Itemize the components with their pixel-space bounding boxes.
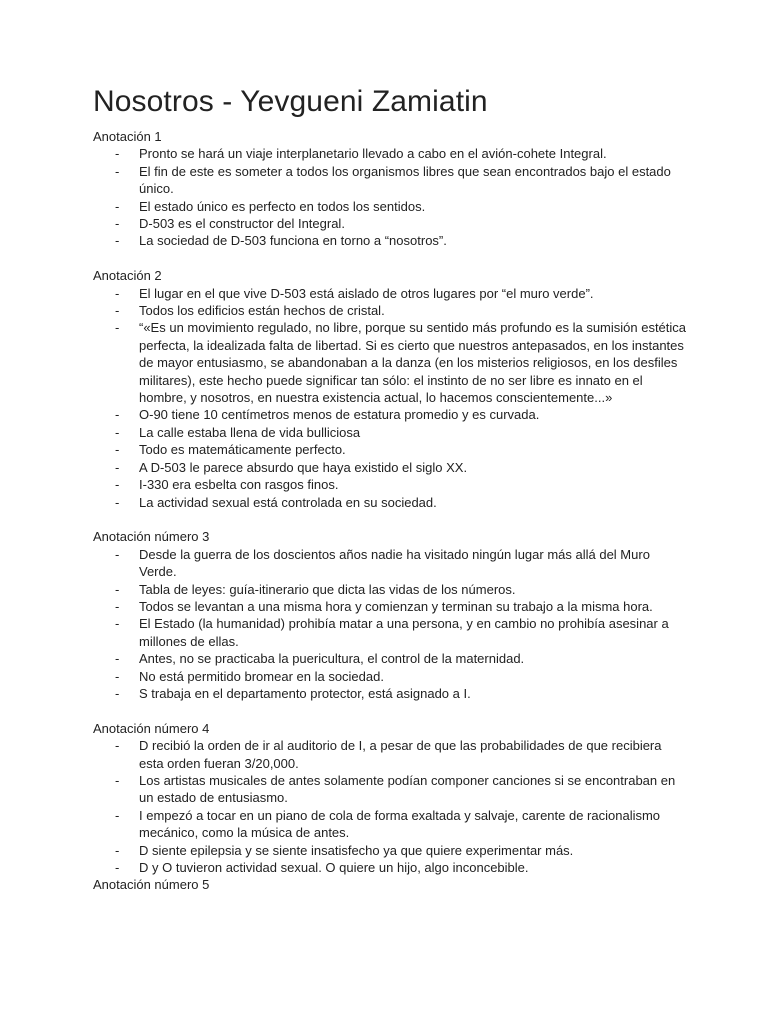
bullet-list xyxy=(93,145,688,249)
list-item: - Tabla de leyes: guía-itinerario que dicta las vidas de los números. xyxy=(93,581,688,598)
bullet-list xyxy=(93,285,688,511)
list-item: - Los artistas musicales de antes solamente podían componer canciones si se encontraban en un estado de entusiasmo. xyxy=(93,772,688,807)
section-heading: Anotación 1 xyxy=(93,129,162,144)
list-item: - La calle estaba llena de vida bulliciosa xyxy=(93,424,688,441)
section-heading: Anotación 2 xyxy=(93,268,162,284)
section-anotacion-5 xyxy=(93,876,688,893)
section-heading: Anotación número 5 xyxy=(93,877,210,893)
list-item: - La actividad sexual está controlada en su sociedad. xyxy=(93,494,688,511)
list-item: - D recibió la orden de ir al auditorio de I, a pesar de que las probabilidades de que recibiera esta orden fueran 3/20,000. xyxy=(93,737,688,772)
section-anotacion-2 xyxy=(93,267,688,511)
list-item: - No está permitido bromear en la sociedad. xyxy=(93,668,688,685)
section-anotacion-4 xyxy=(93,720,688,877)
list-item: - La sociedad de D-503 funciona en torno a “nosotros”. xyxy=(93,232,688,249)
list-item: - Desde la guerra de los doscientos años nadie ha visitado ningún lugar más allá del Muro Verde. xyxy=(93,546,688,581)
section-anotacion-1 xyxy=(93,128,688,250)
list-item: - O-90 tiene 10 centímetros menos de estatura promedio y es curvada. xyxy=(93,406,688,423)
list-item: - Antes, no se practicaba la puericultura, el control de la maternidad. xyxy=(93,650,688,667)
list-item: - Todo es matemáticamente perfecto. xyxy=(93,441,688,458)
list-item: - Pronto se hará un viaje interplanetario llevado a cabo en el avión-cohete Integral. xyxy=(93,145,688,162)
list-item: - Todos los edificios están hechos de cristal. xyxy=(93,302,688,319)
bullet-list xyxy=(93,546,688,703)
document-title: Nosotros - Yevgueni Zamiatin xyxy=(93,85,488,118)
list-item: - El lugar en el que vive D-503 está aislado de otros lugares por “el muro verde”. xyxy=(93,285,688,302)
list-item: - D siente epilepsia y se siente insatisfecho ya que quiere experimentar más. xyxy=(93,842,688,859)
list-item: - A D-503 le parece absurdo que haya existido el siglo XX. xyxy=(93,459,688,476)
section-anotacion-3 xyxy=(93,528,688,702)
list-item: - El Estado (la humanidad) prohibía matar a una persona, y en cambio no prohibía asesinar a millones de ellas. xyxy=(93,615,688,650)
section-heading: Anotación número 4 xyxy=(93,720,210,736)
bullet-list xyxy=(93,737,688,876)
list-item: - S trabaja en el departamento protector, está asignado a I. xyxy=(93,685,688,702)
list-item: - El estado único es perfecto en todos los sentidos. xyxy=(93,198,688,215)
section-heading: Anotación número 3 xyxy=(93,529,210,545)
list-item: - El fin de este es someter a todos los organismos libres que sean encontrados bajo el estado único. xyxy=(93,163,688,198)
list-item: - I empezó a tocar en un piano de cola de forma exaltada y salvaje, carente de racionalismo mecánico, como la música de antes. xyxy=(93,807,688,842)
list-item: - D y O tuvieron actividad sexual. O quiere un hijo, algo inconcebible. xyxy=(93,859,688,876)
list-item: - D-503 es el constructor del Integral. xyxy=(93,215,688,232)
list-item: - Todos se levantan a una misma hora y comienzan y terminan su trabajo a la misma hora. xyxy=(93,598,688,615)
list-item: - I-330 era esbelta con rasgos finos. xyxy=(93,476,688,493)
list-item: - “«Es un movimiento regulado, no libre, porque su sentido más profundo es la sumisión estética perfecta, la idealizada falta de libertad. Si es cierto que nuestros antepasados, en los instantes de mayor entusiasmo, se abandonaban a la danza (en los misterios religiosos, en los desfiles militares), este hecho puede significar tan sólo: el instinto de no ser libre es innato en el hombre, y nosotros, en nuestra existencia actual, lo hacemos conscientemente...» xyxy=(93,319,688,406)
